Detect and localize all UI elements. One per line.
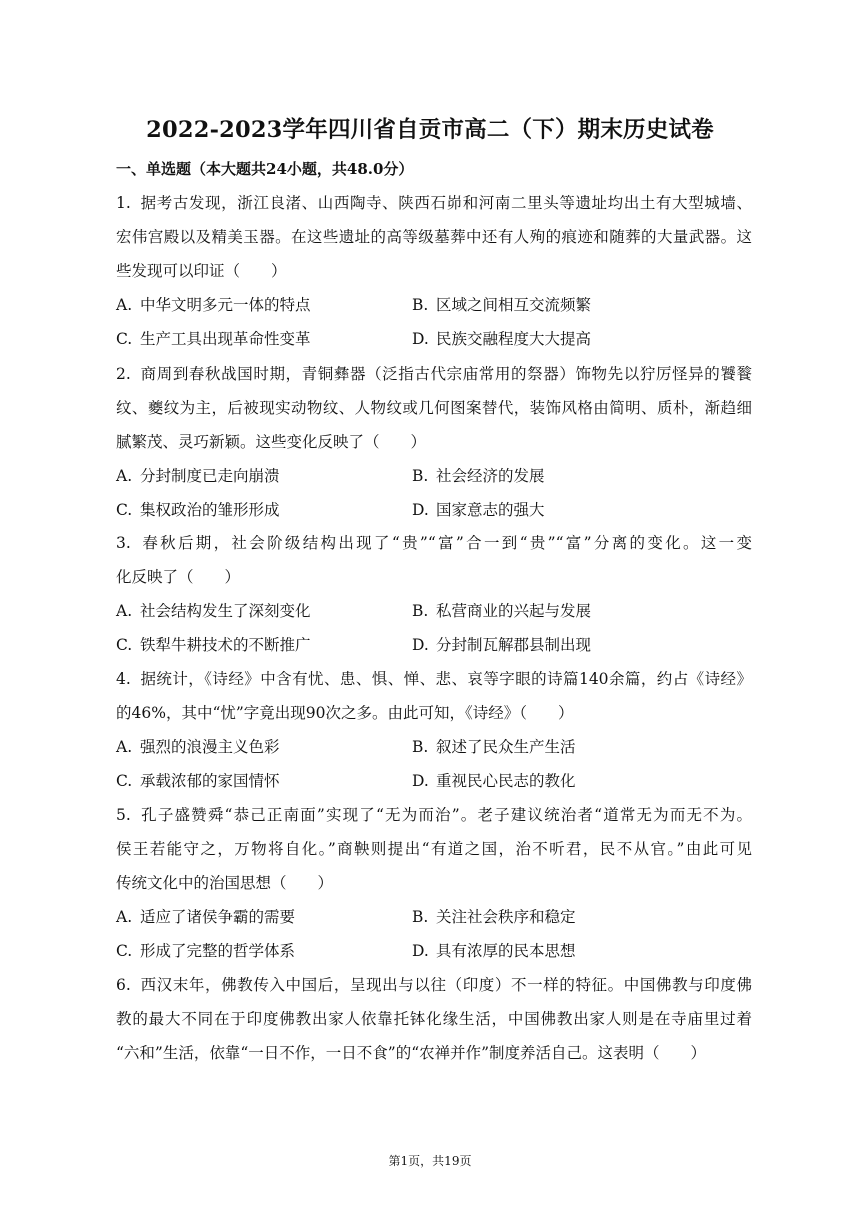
- question-text: 纹、夔纹为主，后被现实动物纹、人物纹或几何图案替代，装饰风格由简明、质朴，渐趋细: [116, 399, 752, 417]
- question-text: 商周到春秋战国时期，青铜彝器（泛指古代宗庙常用的祭器）饰物先以狞厉怪异的饕餮: [140, 365, 752, 383]
- option-d[interactable]: [412, 628, 591, 662]
- option-d[interactable]: [412, 493, 545, 527]
- question-text: 腻繁茂、灵巧新颖。这些变化反映了（ ）: [116, 433, 427, 451]
- option-text: 私营商业的兴起与发展: [436, 602, 592, 620]
- option-letter: D.: [412, 772, 429, 790]
- question-line: [116, 798, 752, 832]
- question-line: [116, 425, 752, 459]
- question-line: [116, 866, 752, 900]
- option-letter: A.: [116, 602, 133, 620]
- question-text: 些发现可以印证（ ）: [116, 262, 287, 280]
- option-c[interactable]: [116, 628, 311, 662]
- option-d[interactable]: [412, 764, 576, 798]
- question-text: 据统计，《诗经》中含有忧、患、惧、惮、悲、哀等字眼的诗篇140余篇，约占《诗经》: [140, 670, 752, 688]
- option-letter: B.: [412, 908, 429, 926]
- question: [116, 526, 752, 662]
- option-b[interactable]: [412, 900, 576, 934]
- option-c[interactable]: [116, 764, 280, 798]
- question: [116, 662, 752, 798]
- option-text: 承载浓郁的家国情怀: [140, 772, 280, 790]
- exam-title: 2022-2023学年四川省自贡市高二（下）期末历史试卷: [146, 117, 714, 143]
- option-text: 区域之间相互交流频繁: [436, 296, 592, 314]
- option-letter: A.: [116, 738, 133, 756]
- question-number: 2.: [116, 365, 131, 383]
- option-row: [116, 594, 752, 628]
- question-line: [116, 186, 752, 220]
- question-line: [116, 1002, 752, 1036]
- option-text: 分封制瓦解郡县制出现: [436, 636, 592, 654]
- option-a[interactable]: [116, 900, 295, 934]
- option-letter: B.: [412, 467, 429, 485]
- option-b[interactable]: [412, 288, 591, 322]
- option-b[interactable]: [412, 594, 591, 628]
- question-text: 据考古发现，浙江良渚、山西陶寺、陕西石峁和河南二里头等遗址均出土有大型城墙、: [140, 194, 752, 212]
- option-letter: B.: [412, 296, 429, 314]
- option-row: [116, 493, 752, 527]
- question-line: [116, 1036, 752, 1070]
- option-text: 重视民心民志的教化: [436, 772, 576, 790]
- option-text: 强烈的浪漫主义色彩: [140, 738, 280, 756]
- option-letter: B.: [412, 602, 429, 620]
- question: [116, 186, 752, 356]
- question-number: 5.: [116, 806, 131, 824]
- option-letter: D.: [412, 501, 429, 519]
- question-line: [116, 220, 752, 254]
- question-text: 西汉末年，佛教传入中国后，呈现出与以往（印度）不一样的特征。中国佛教与印度佛: [140, 976, 752, 994]
- question-line: [116, 254, 752, 288]
- option-a[interactable]: [116, 459, 280, 493]
- option-c[interactable]: [116, 322, 311, 356]
- option-a[interactable]: [116, 730, 280, 764]
- question: [116, 357, 752, 527]
- option-text: 社会结构发生了深刻变化: [140, 602, 311, 620]
- option-letter: C.: [116, 330, 133, 348]
- question-line: [116, 526, 752, 560]
- option-letter: A.: [116, 296, 133, 314]
- question-line: [116, 696, 752, 730]
- option-text: 铁犁牛耕技术的不断推广: [140, 636, 311, 654]
- option-text: 形成了完整的哲学体系: [140, 942, 296, 960]
- question-text: 宏伟宫殿以及精美玉器。在这些遗址的高等级墓葬中还有人殉的痕迹和随葬的大量武器。这: [116, 228, 752, 246]
- option-d[interactable]: [412, 934, 576, 968]
- option-a[interactable]: [116, 594, 311, 628]
- option-text: 关注社会秩序和稳定: [436, 908, 576, 926]
- option-row: [116, 764, 752, 798]
- option-letter: C.: [116, 501, 133, 519]
- question-line: [116, 560, 752, 594]
- question-text: 孔子盛赞舜“恭己正南面”实现了“无为而治”。老子建议统治者“道常无为而无不为。: [140, 806, 752, 824]
- option-text: 中华文明多元一体的特点: [140, 296, 311, 314]
- question-text: 化反映了（ ）: [116, 568, 241, 586]
- option-letter: B.: [412, 738, 429, 756]
- question: [116, 798, 752, 968]
- option-row: [116, 288, 752, 322]
- question-text: 教的最大不同在于印度佛教出家人依靠托钵化缘生活，中国佛教出家人则是在寺庙里过着: [116, 1010, 752, 1028]
- option-d[interactable]: [412, 322, 591, 356]
- option-row: [116, 934, 752, 968]
- option-text: 民族交融程度大大提高: [436, 330, 592, 348]
- option-row: [116, 322, 752, 356]
- option-text: 适应了诸侯争霸的需要: [140, 908, 296, 926]
- option-row: [116, 730, 752, 764]
- question-line: [116, 357, 752, 391]
- page-footer: 第1页，共19页: [388, 1154, 472, 1168]
- question-number: 1.: [116, 194, 131, 212]
- question-text: 传统文化中的治国思想（ ）: [116, 874, 334, 892]
- option-c[interactable]: [116, 934, 295, 968]
- option-letter: D.: [412, 330, 429, 348]
- question-line: [116, 968, 752, 1002]
- option-text: 集权政治的雏形形成: [140, 501, 280, 519]
- option-text: 分封制度已走向崩溃: [140, 467, 280, 485]
- question-line: [116, 662, 752, 696]
- option-a[interactable]: [116, 288, 311, 322]
- question-text: 春秋后期，社会阶级结构出现了“贵”“富”合一到“贵”“富”分离的变化。这一变: [140, 534, 752, 552]
- question-text: “六和”生活，依靠“一日不作，一日不食”的“农禅并作”制度养活自己。这表明（ ）: [116, 1044, 707, 1062]
- option-letter: C.: [116, 636, 133, 654]
- option-b[interactable]: [412, 730, 576, 764]
- question-text: 的46%，其中“忧”字竟出现90次之多。由此可知，《诗经》（ ）: [116, 704, 574, 722]
- option-row: [116, 900, 752, 934]
- option-b[interactable]: [412, 459, 545, 493]
- option-text: 叙述了民众生产生活: [436, 738, 576, 756]
- option-letter: C.: [116, 942, 133, 960]
- option-letter: D.: [412, 636, 429, 654]
- option-text: 具有浓厚的民本思想: [436, 942, 576, 960]
- question: [116, 968, 752, 1070]
- option-letter: C.: [116, 772, 133, 790]
- option-text: 国家意志的强大: [436, 501, 545, 519]
- option-c[interactable]: [116, 493, 280, 527]
- option-letter: A.: [116, 467, 133, 485]
- option-row: [116, 628, 752, 662]
- question-line: [116, 832, 752, 866]
- question-line: [116, 391, 752, 425]
- question-text: 侯王若能守之，万物将自化。”商鞅则提出“有道之国，治不听君，民不从官。”由此可见: [116, 840, 752, 858]
- question-number: 3.: [116, 534, 131, 552]
- section-heading: 一、单选题（本大题共24小题，共48.0分）: [116, 160, 414, 178]
- option-text: 生产工具出现革命性变革: [140, 330, 311, 348]
- question-number: 6.: [116, 976, 131, 994]
- option-letter: A.: [116, 908, 133, 926]
- option-letter: D.: [412, 942, 429, 960]
- option-text: 社会经济的发展: [436, 467, 545, 485]
- option-row: [116, 459, 752, 493]
- question-number: 4.: [116, 670, 131, 688]
